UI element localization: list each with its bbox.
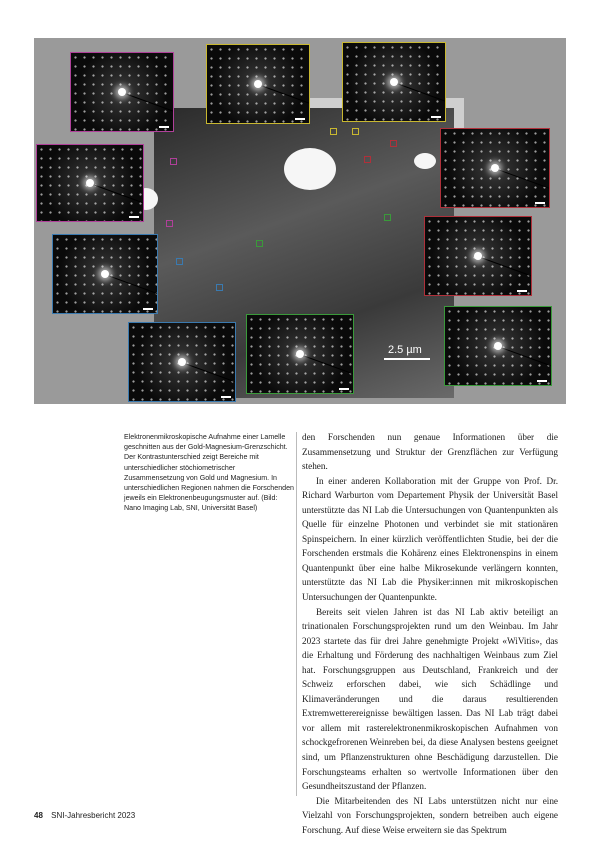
diffraction-panel-blue-left — [52, 234, 158, 314]
diffraction-panel-magenta-top — [70, 52, 174, 132]
paragraph: den Forschenden nun genaue Informationen über die Zusammensetzung und Struktur der Grenzflächen zur Verfügung stehen. — [302, 432, 558, 472]
bright-region — [284, 148, 336, 190]
paragraph: Die Mitarbeitenden des NI Labs unterstützen nicht nur eine Vielzahl von Forschungsprojekten, sondern betreiben auch eigene Forschung. Auf diese Weise erweitern sie das Spektrum — [302, 795, 558, 835]
region-marker-green — [256, 240, 263, 247]
paragraph: In einer anderen Kollaboration mit der Gruppe von Prof. Dr. Richard Warburton vom Departement Physik der Universität Basel unterstützte das NI Lab die Untersuchungen von Quantenpunkten als Quelle für einzelne Photonen und verbindet sie mit stationären Spinspeichern. In einer kürzlich veröffentlichten Studie, bei der die Forschenden erstmals die Kohärenz eines Elektronenspins in einem Quantenpunkt über eine halbe Mikrosekunde verlängern konnten, unterstützte das NI Lab die Physiker:innen mit mikroskopischen Untersuchungen der Quantenpunkte. — [302, 475, 558, 603]
region-marker-magenta — [170, 158, 177, 165]
diffraction-panel-blue — [128, 322, 236, 402]
scale-bar-label: 2.5 µm — [388, 344, 422, 356]
figure-caption: Elektronenmikroskopische Aufnahme einer Lamelle geschnitten aus der Gold-Magnesium-Grenzschicht. Der Kontrastunterschied zeigt Bereiche mit unterschiedlicher stöchiometrischer Zusammensetzung von Gold und Magnesium. In unterschiedlichen Regionen nahmen die Forschenden jeweils ein Elektronenbeugungsmuster auf. (Bild: Nano Imaging Lab, SNI, Universität Basel) — [124, 433, 294, 513]
region-marker-red — [364, 156, 371, 163]
page-footer — [34, 811, 135, 820]
column-divider — [296, 432, 297, 796]
region-marker-red — [390, 140, 397, 147]
page-number: 48 — [34, 811, 43, 820]
article-body — [302, 430, 558, 837]
diffraction-panel-red — [424, 216, 532, 296]
region-marker-yellow — [352, 128, 359, 135]
region-marker-blue — [176, 258, 183, 265]
diffraction-panel-red-top — [440, 128, 550, 208]
region-marker-yellow — [330, 128, 337, 135]
region-marker-magenta — [166, 220, 173, 227]
scale-bar — [384, 358, 430, 360]
region-marker-green — [384, 214, 391, 221]
diffraction-panel-green-bottom — [246, 314, 354, 394]
region-marker-blue — [216, 284, 223, 291]
diffraction-panel-yellow-left — [206, 44, 310, 124]
diffraction-panel-green-right — [444, 306, 552, 386]
bright-region — [414, 153, 436, 169]
paragraph: Bereits seit vielen Jahren ist das NI Lab aktiv beteiligt an trinationalen Forschungsprojekten rund um den Weinbau. Im Jahr 2023 startete das für drei Jahre genehmigte Projekt «WiVitis», das die Erhaltung und Förderung des nachhaltigen Weinbaus zum Ziel hat. Forschungsgruppen aus Deutschland, Frankreich und der Schweiz erforschen dabei, wie sich Schädlinge und Klimaveränderungen und die daraus resultierenden Extremwetterereignisse bewältigen lassen. Das NI Lab trägt dabei vor allem mit rasterelektronenmikroskopischen Aufnahmen von schockgefrorenen Weinreben bei, da diese Analysen bestens geeignet sind, um Pflanzenstrukturen ohne Beschädigung darzustellen. Die Forschungsteams erhalten so wertvolle Informationen über den Gesundheitszustand der Pflanzen. — [302, 606, 558, 792]
tem-figure — [34, 38, 566, 404]
diffraction-panel-magenta — [36, 144, 144, 222]
diffraction-panel-yellow-right — [342, 42, 446, 122]
publication-title: SNI-Jahresbericht 2023 — [51, 811, 136, 820]
